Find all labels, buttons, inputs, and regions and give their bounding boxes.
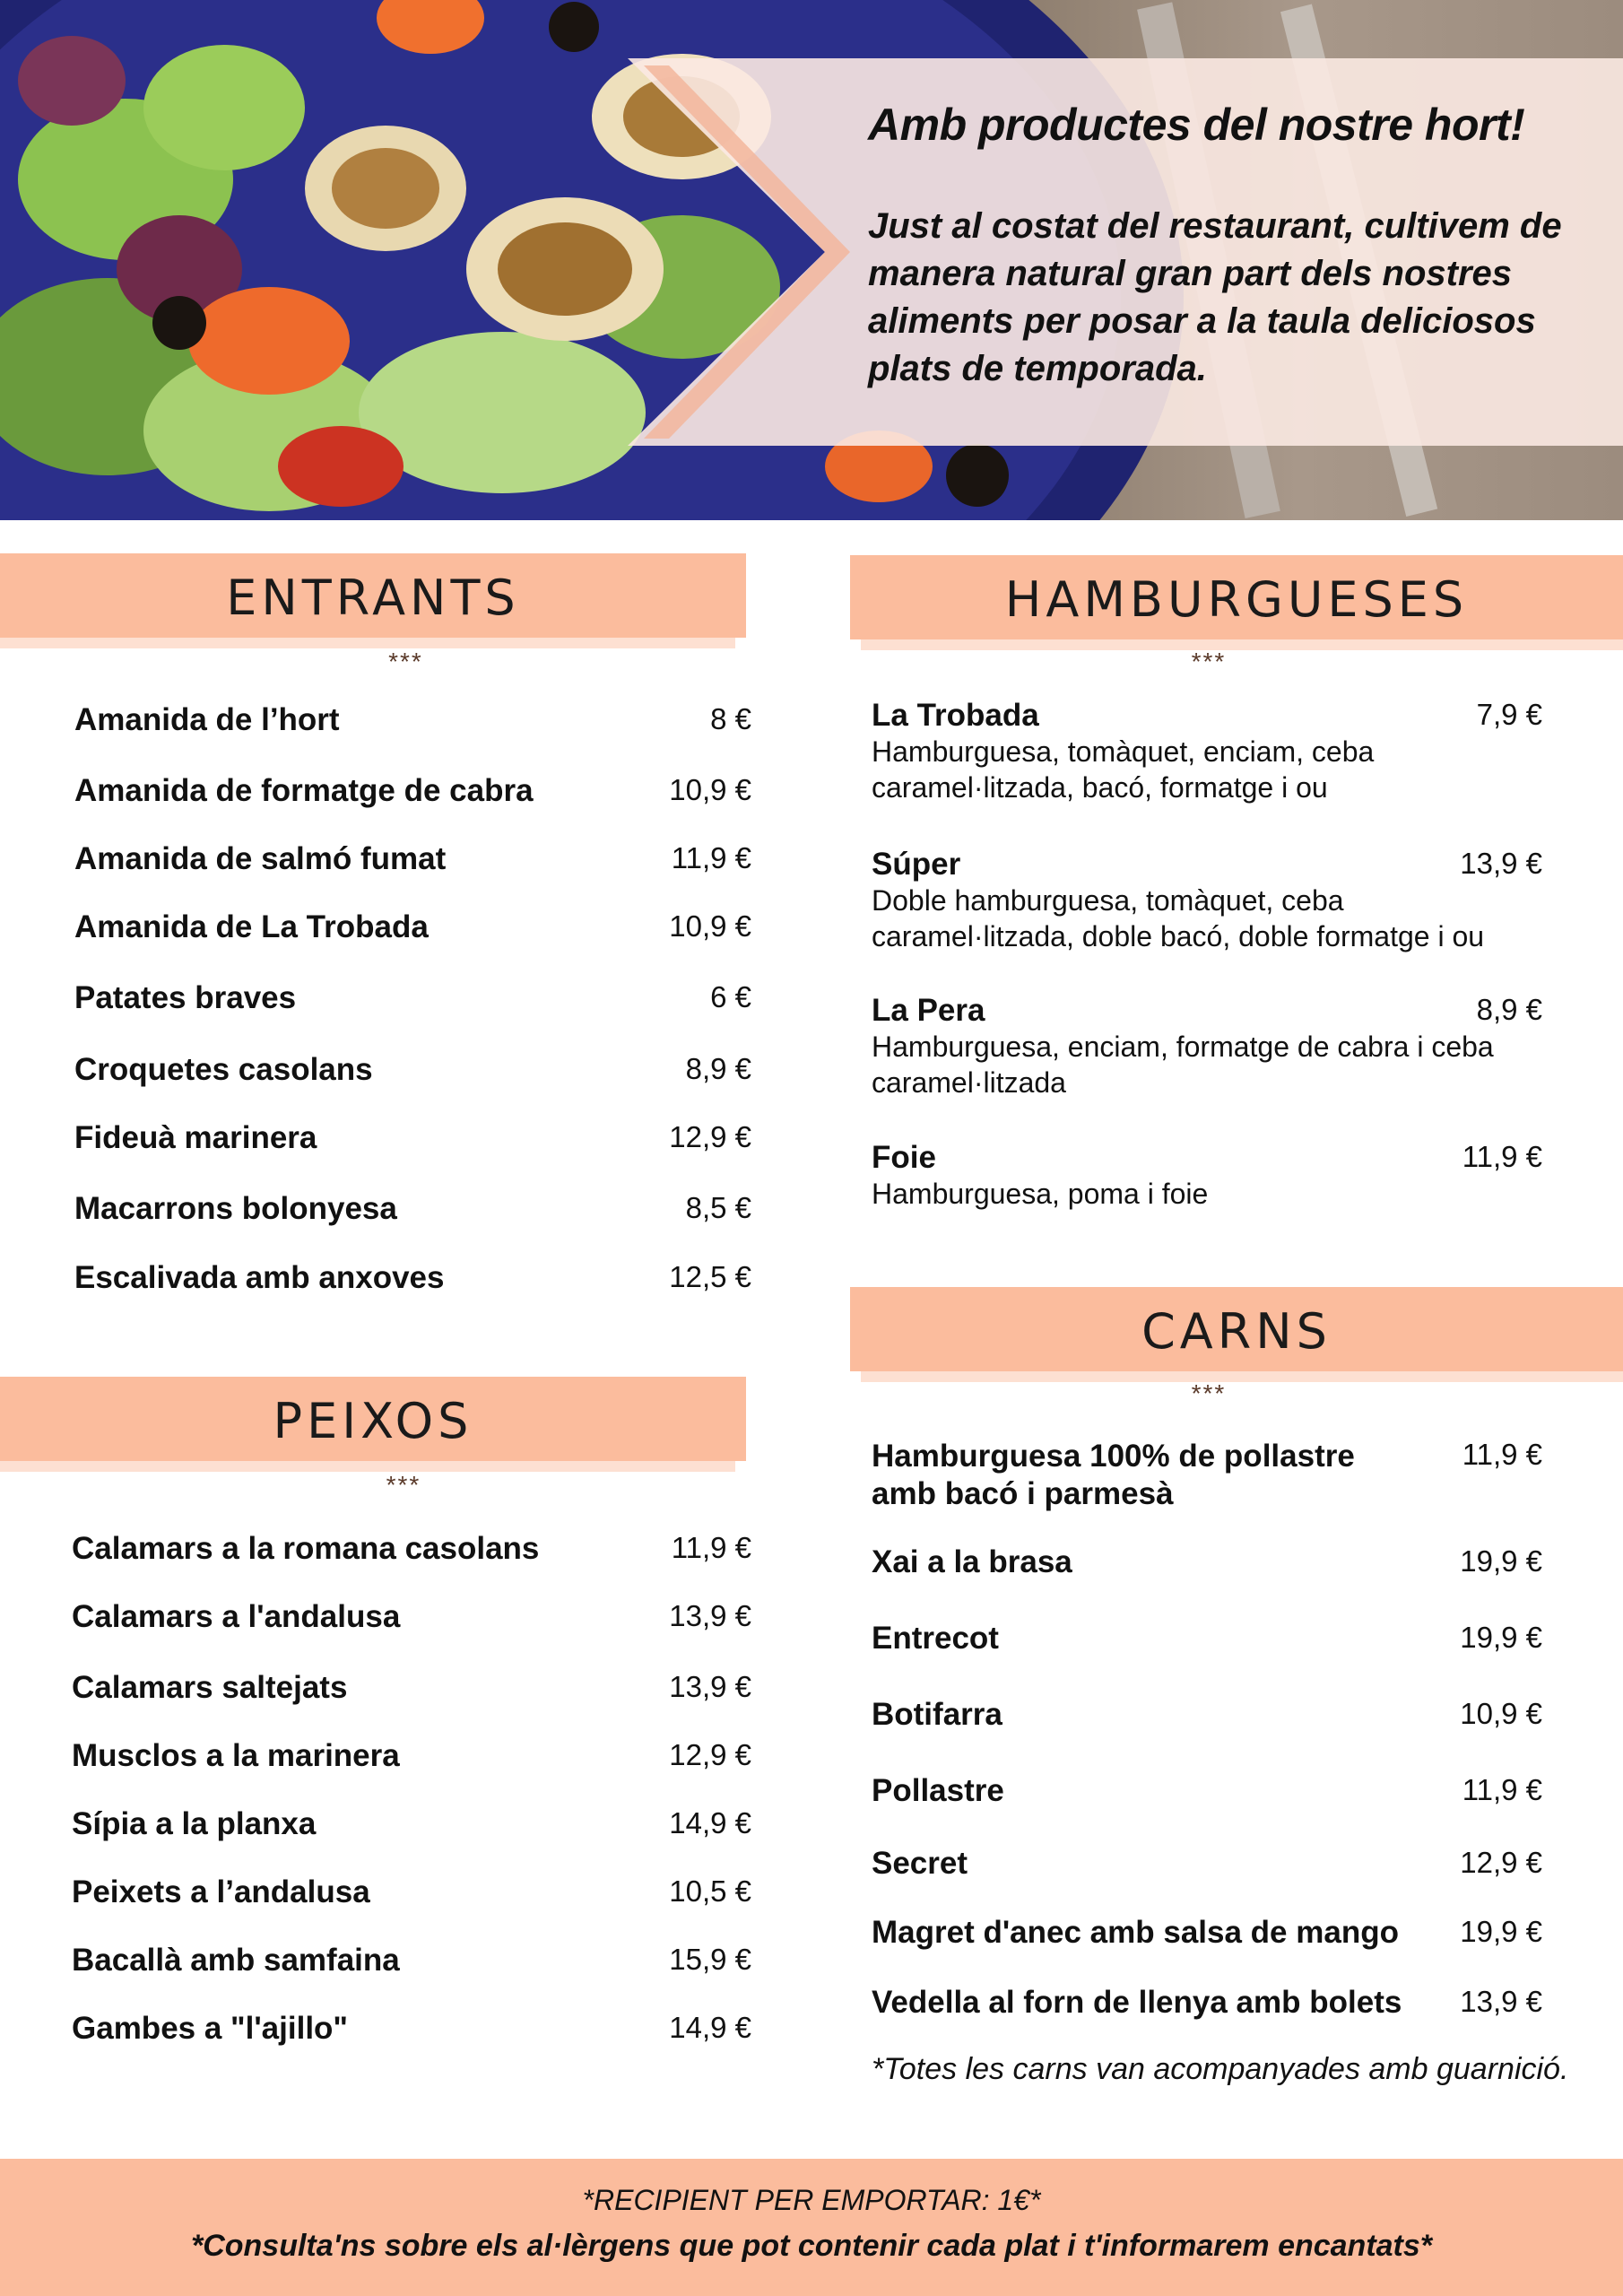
menu-item: Macarrons bolonyesa 8,5 € [74,1191,751,1226]
carns-note: *Totes les carns van acompanyades amb guarnició. [872,2052,1569,2086]
menu-item: Amanida de formatge de cabra 10,9 € [74,773,751,808]
carns-title: CARNS [1141,1303,1332,1360]
menu-item: Calamars saltejats 13,9 € [72,1670,751,1705]
menu-item: Escalivada amb anxoves 12,5 € [74,1260,751,1295]
burger-item: Súper 13,9 € Doble hamburguesa, tomàquet, ceba caramel·litzada, doble bacó, doble formatge i ou [872,847,1542,952]
menu-item: Sípia a la planxa 14,9 € [72,1806,751,1841]
menu-item: Vedella al forn de llenya amb bolets 13,9 € [872,1985,1542,2020]
menu-item: Calamars a l'andalusa 13,9 € [72,1599,751,1634]
hero-image [0,0,1623,520]
menu-item: Gambes a "l'ajillo" 14,9 € [72,2011,751,2046]
menu-item: Magret d'anec amb salsa de mango 19,9 € [872,1915,1542,1950]
peixos-header [0,1377,746,1461]
menu-item: Calamars a la romana casolans 11,9 € [72,1531,751,1566]
menu-item: Xai a la brasa 19,9 € [872,1544,1542,1579]
menu-item: Entrecot 19,9 € [872,1621,1542,1656]
menu-item: Amanida de salmó fumat 11,9 € [74,841,751,876]
carns-header [850,1287,1623,1371]
footer-container-fee: *RECIPIENT PER EMPORTAR: 1€* [582,2184,1041,2216]
menu-item: Hamburguesa 100% de pollastre amb bacó i parmesà 11,9 € [872,1438,1542,1511]
menu-item: Patates braves 6 € [74,980,751,1015]
menu-item: Pollastre 11,9 € [872,1773,1542,1808]
peixos-stars: *** [386,1471,421,1499]
carns-stars: *** [1191,1379,1227,1407]
hero-text [868,99,1567,393]
hamburgueses-stars: *** [1191,648,1227,675]
peixos-title: PEIXOS [273,1393,473,1449]
entrants-header [0,553,746,638]
hamburgueses-title: HAMBURGUESES [1004,571,1469,628]
menu-item: Bacallà amb samfaina 15,9 € [72,1943,751,1978]
footer-allergens-note: *Consulta'ns sobre els al·lèrgens que pot contenir cada plat i t'informarem encantats* [190,2229,1433,2263]
hero-body: Just al costat del restaurant, cultivem de manera natural gran part dels nostres aliments per posar a la taula deliciosos plats de temporada. [868,206,1562,388]
burger-item: La Trobada 7,9 € Hamburguesa, tomàquet, enciam, ceba caramel·litzada, bacó, formatge i ou [872,698,1542,804]
menu-item: Croquetes casolans 8,9 € [74,1052,751,1087]
menu-item: Secret 12,9 € [872,1846,1542,1881]
menu-item: Botifarra 10,9 € [872,1697,1542,1732]
entrants-stars: *** [388,648,423,675]
hamburgueses-header [850,555,1623,639]
burger-item: Foie 11,9 € Hamburguesa, poma i foie [872,1140,1542,1210]
menu-item: Musclos a la marinera 12,9 € [72,1738,751,1773]
menu-item: Amanida de l’hort 8 € [74,702,751,737]
menu-item: Fideuà marinera 12,9 € [74,1120,751,1155]
footer-band [0,2159,1623,2296]
hero-title: Amb productes del nostre hort! [868,100,1525,150]
menu-item: Amanida de La Trobada 10,9 € [74,909,751,944]
entrants-title: ENTRANTS [226,570,520,626]
burger-item: La Pera 8,9 € Hamburguesa, enciam, formatge de cabra i ceba caramel·litzada [872,993,1542,1099]
menu-item: Peixets a l’andalusa 10,5 € [72,1874,751,1909]
